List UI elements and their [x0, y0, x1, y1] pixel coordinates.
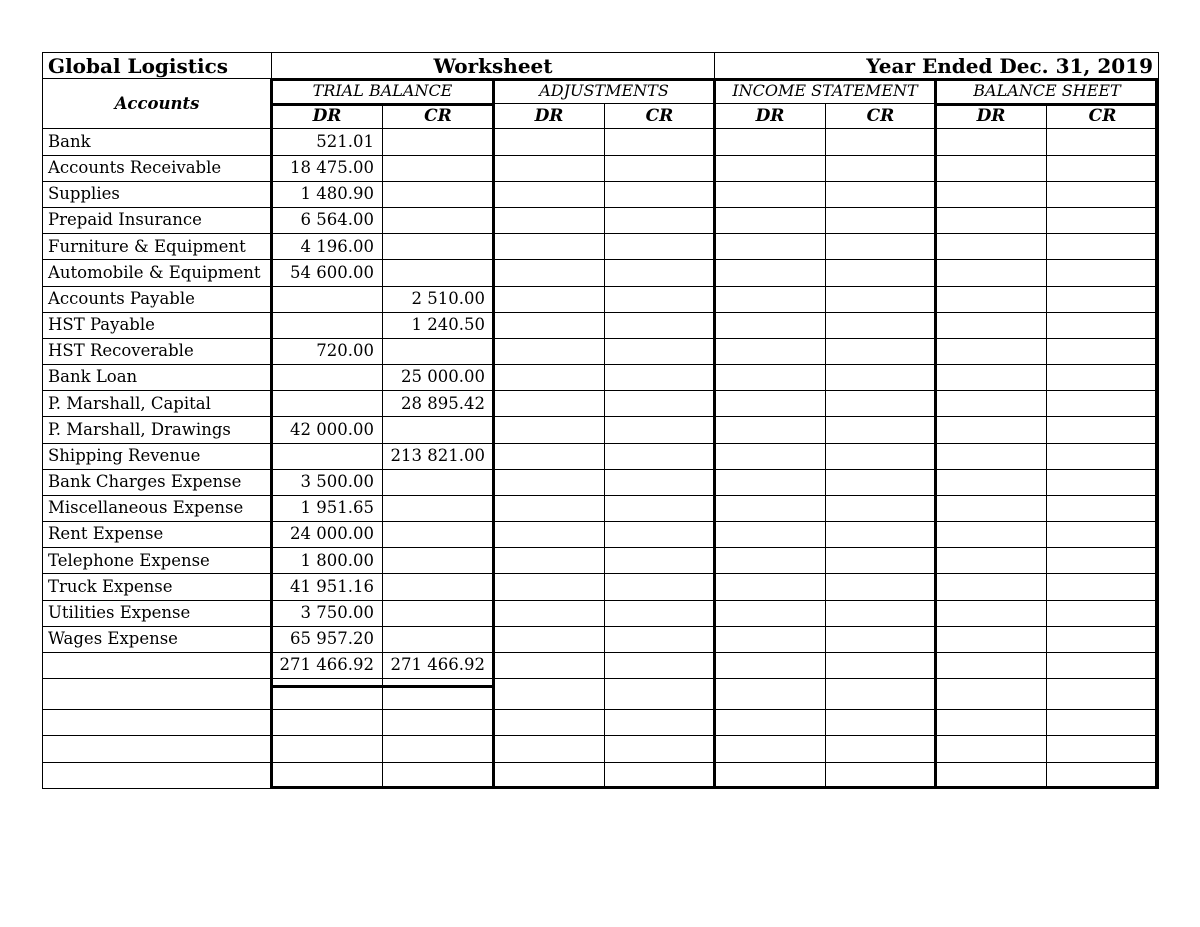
- is-dr-cell: [715, 155, 826, 181]
- table-row: [43, 312, 1159, 338]
- trial-balance-cr-cell: [383, 417, 494, 443]
- adj-dr-cell: [494, 312, 605, 338]
- blank-amount-cell: [1047, 762, 1159, 788]
- adj-cr-cell: [605, 365, 715, 391]
- bs-cr-cell: [1047, 155, 1159, 181]
- table-row: [43, 234, 1159, 260]
- blank-amount-cell: [494, 762, 605, 788]
- trial-balance-cr-cell: [383, 469, 494, 495]
- trial-balance-cr-cell: [383, 495, 494, 521]
- blank-amount-cell: [494, 710, 605, 736]
- trial-balance-dr-cell: [272, 443, 383, 469]
- trial-balance-dr-cell: 65 957.20: [272, 626, 383, 652]
- bs-dr-cell: [936, 181, 1047, 207]
- blank-amount-cell: [715, 679, 826, 710]
- trial-balance-dr-cell: [272, 286, 383, 312]
- account-name: Prepaid Insurance: [43, 208, 272, 234]
- period-label: Year Ended Dec. 31, 2019: [715, 53, 1159, 79]
- bs-dr-cell: [936, 495, 1047, 521]
- adj-cr-cell: [605, 417, 715, 443]
- accounts-column-header: Accounts: [43, 79, 272, 129]
- adj-dr-cell: [494, 417, 605, 443]
- is-dr-cell: [715, 574, 826, 600]
- bs-dr-cell: [936, 312, 1047, 338]
- is-cr-cell: [826, 548, 936, 574]
- section-trial-balance: TRIAL BALANCE: [272, 79, 494, 104]
- blank-account-cell: [43, 679, 272, 710]
- is-cr-cell: [826, 574, 936, 600]
- is-cr-cell: [826, 312, 936, 338]
- trial-balance-dr-cell: [272, 391, 383, 417]
- blank-amount-cell: [383, 736, 494, 762]
- bs-dr-cell: [936, 208, 1047, 234]
- blank-amount-cell: [936, 679, 1047, 710]
- company-name: Global Logistics: [43, 53, 272, 79]
- trial-balance-dr-cell: 42 000.00: [272, 417, 383, 443]
- is-cr-cell: [826, 626, 936, 652]
- trial-balance-dr-cell: 41 951.16: [272, 574, 383, 600]
- is-cr-cell: [826, 181, 936, 207]
- is-dr-cell: [715, 181, 826, 207]
- tb-cr-header: CR: [383, 104, 494, 129]
- is-cr-header: CR: [826, 104, 936, 129]
- is-dr-cell: [715, 417, 826, 443]
- trial-balance-cr-cell: 213 821.00: [383, 443, 494, 469]
- trial-balance-cr-cell: [383, 548, 494, 574]
- blank-amount-cell: [1047, 736, 1159, 762]
- table-row: [43, 495, 1159, 521]
- adj-cr-cell: [605, 626, 715, 652]
- trial-balance-cr-cell: [383, 522, 494, 548]
- adj-dr-cell: [494, 181, 605, 207]
- trial-balance-cr-cell: [383, 234, 494, 260]
- adj-dr-cell: [494, 469, 605, 495]
- adj-cr-cell: [605, 522, 715, 548]
- section-adjustments: ADJUSTMENTS: [494, 79, 715, 104]
- adj-dr-cell: [494, 260, 605, 286]
- blank-row: [43, 710, 1159, 736]
- bs-dr-cell: [936, 469, 1047, 495]
- trial-balance-cr-cell: [383, 626, 494, 652]
- table-row: [43, 338, 1159, 364]
- bs-cr-cell: [1047, 626, 1159, 652]
- is-dr-cell: [715, 652, 826, 678]
- table-row: [43, 443, 1159, 469]
- is-cr-cell: [826, 155, 936, 181]
- bs-cr-cell: [1047, 286, 1159, 312]
- account-name: Bank: [43, 129, 272, 155]
- account-name: HST Recoverable: [43, 338, 272, 364]
- table-row: [43, 522, 1159, 548]
- is-cr-cell: [826, 495, 936, 521]
- is-dr-cell: [715, 443, 826, 469]
- adj-cr-cell: [605, 155, 715, 181]
- blank-amount-cell: [826, 762, 936, 788]
- blank-row: [43, 736, 1159, 762]
- table-row: [43, 574, 1159, 600]
- trial-balance-cr-cell: [383, 181, 494, 207]
- table-row: [43, 600, 1159, 626]
- trial-balance-dr-cell: 24 000.00: [272, 522, 383, 548]
- bs-dr-cell: [936, 155, 1047, 181]
- bs-cr-cell: [1047, 522, 1159, 548]
- trial-balance-cr-cell: [383, 260, 494, 286]
- trial-balance-cr-cell: 1 240.50: [383, 312, 494, 338]
- adj-cr-cell: [605, 574, 715, 600]
- trial-balance-dr-cell: 1 951.65: [272, 495, 383, 521]
- bs-dr-cell: [936, 417, 1047, 443]
- bs-cr-cell: [1047, 391, 1159, 417]
- is-cr-cell: [826, 208, 936, 234]
- adj-cr-cell: [605, 495, 715, 521]
- trial-balance-dr-cell: 18 475.00: [272, 155, 383, 181]
- bs-dr-cell: [936, 443, 1047, 469]
- is-cr-cell: [826, 365, 936, 391]
- adj-cr-header: CR: [605, 104, 715, 129]
- account-name: HST Payable: [43, 312, 272, 338]
- adj-cr-cell: [605, 443, 715, 469]
- bs-cr-cell: [1047, 417, 1159, 443]
- bs-dr-cell: [936, 548, 1047, 574]
- account-name: Bank Charges Expense: [43, 469, 272, 495]
- table-row: [43, 548, 1159, 574]
- adj-cr-cell: [605, 600, 715, 626]
- blank-amount-cell: [1047, 710, 1159, 736]
- blank-amount-cell: [494, 736, 605, 762]
- trial-balance-dr-cell: 1 480.90: [272, 181, 383, 207]
- account-name: P. Marshall, Drawings: [43, 417, 272, 443]
- adj-cr-cell: [605, 469, 715, 495]
- trial-balance-cr-total: 271 466.92: [383, 652, 494, 678]
- bs-dr-cell: [936, 365, 1047, 391]
- blank-amount-cell: [826, 736, 936, 762]
- tb-dr-header: DR: [272, 104, 383, 129]
- account-name: P. Marshall, Capital: [43, 391, 272, 417]
- bs-cr-cell: [1047, 208, 1159, 234]
- trial-balance-dr-cell: 6 564.00: [272, 208, 383, 234]
- adj-cr-cell: [605, 286, 715, 312]
- worksheet-sheet: [42, 52, 1158, 789]
- trial-balance-cr-cell: [383, 129, 494, 155]
- worksheet-title: Worksheet: [272, 53, 715, 79]
- is-dr-cell: [715, 469, 826, 495]
- trial-balance-dr-cell: 3 500.00: [272, 469, 383, 495]
- blank-account-cell: [43, 736, 272, 762]
- is-cr-cell: [826, 600, 936, 626]
- account-name: Truck Expense: [43, 574, 272, 600]
- section-header-row: [43, 79, 1159, 104]
- is-cr-cell: [826, 260, 936, 286]
- table-row: [43, 286, 1159, 312]
- is-dr-header: DR: [715, 104, 826, 129]
- bs-dr-cell: [936, 522, 1047, 548]
- adj-dr-cell: [494, 365, 605, 391]
- is-dr-cell: [715, 260, 826, 286]
- bs-dr-cell: [936, 234, 1047, 260]
- is-cr-cell: [826, 286, 936, 312]
- blank-amount-cell: [605, 762, 715, 788]
- bs-dr-cell: [936, 260, 1047, 286]
- adj-dr-header: DR: [494, 104, 605, 129]
- worksheet-table: [42, 52, 1159, 789]
- adj-cr-cell: [605, 312, 715, 338]
- blank-amount-cell: [605, 736, 715, 762]
- adj-cr-cell: [605, 652, 715, 678]
- adj-dr-cell: [494, 155, 605, 181]
- is-cr-cell: [826, 338, 936, 364]
- is-cr-cell: [826, 652, 936, 678]
- account-name: Utilities Expense: [43, 600, 272, 626]
- is-dr-cell: [715, 338, 826, 364]
- blank-amount-cell: [383, 679, 494, 710]
- bs-dr-header: DR: [936, 104, 1047, 129]
- bs-cr-cell: [1047, 129, 1159, 155]
- account-name: Telephone Expense: [43, 548, 272, 574]
- account-name: Supplies: [43, 181, 272, 207]
- blank-amount-cell: [826, 710, 936, 736]
- blank-amount-cell: [272, 710, 383, 736]
- trial-balance-cr-cell: [383, 155, 494, 181]
- table-row: [43, 391, 1159, 417]
- trial-balance-cr-cell: [383, 574, 494, 600]
- trial-balance-dr-cell: 3 750.00: [272, 600, 383, 626]
- bs-cr-cell: [1047, 495, 1159, 521]
- adj-dr-cell: [494, 234, 605, 260]
- bs-dr-cell: [936, 574, 1047, 600]
- adj-dr-cell: [494, 600, 605, 626]
- trial-balance-cr-cell: 2 510.00: [383, 286, 494, 312]
- blank-amount-cell: [383, 762, 494, 788]
- bs-dr-cell: [936, 338, 1047, 364]
- adj-cr-cell: [605, 391, 715, 417]
- trial-balance-dr-cell: 54 600.00: [272, 260, 383, 286]
- blank-amount-cell: [715, 762, 826, 788]
- is-cr-cell: [826, 129, 936, 155]
- adj-dr-cell: [494, 286, 605, 312]
- adj-dr-cell: [494, 574, 605, 600]
- bs-cr-cell: [1047, 600, 1159, 626]
- table-row: [43, 365, 1159, 391]
- trial-balance-cr-cell: [383, 600, 494, 626]
- blank-amount-cell: [383, 710, 494, 736]
- bs-dr-cell: [936, 129, 1047, 155]
- adj-dr-cell: [494, 522, 605, 548]
- trial-balance-cr-cell: 25 000.00: [383, 365, 494, 391]
- blank-amount-cell: [605, 710, 715, 736]
- blank-amount-cell: [605, 679, 715, 710]
- trial-balance-dr-total: 271 466.92: [272, 652, 383, 678]
- section-income-statement: INCOME STATEMENT: [715, 79, 936, 104]
- blank-amount-cell: [272, 762, 383, 788]
- blank-amount-cell: [272, 679, 383, 710]
- table-row: [43, 129, 1159, 155]
- trial-balance-cr-cell: [383, 208, 494, 234]
- table-row: [43, 260, 1159, 286]
- account-name: Miscellaneous Expense: [43, 495, 272, 521]
- adj-dr-cell: [494, 129, 605, 155]
- account-name: Accounts Payable: [43, 286, 272, 312]
- bs-cr-cell: [1047, 338, 1159, 364]
- bs-dr-cell: [936, 286, 1047, 312]
- table-row: [43, 417, 1159, 443]
- bs-cr-cell: [1047, 469, 1159, 495]
- is-dr-cell: [715, 365, 826, 391]
- table-row: [43, 155, 1159, 181]
- bs-cr-cell: [1047, 181, 1159, 207]
- blank-account-cell: [43, 762, 272, 788]
- adj-dr-cell: [494, 548, 605, 574]
- bs-cr-cell: [1047, 443, 1159, 469]
- trial-balance-dr-cell: 1 800.00: [272, 548, 383, 574]
- adj-cr-cell: [605, 181, 715, 207]
- account-name: Wages Expense: [43, 626, 272, 652]
- account-name: Accounts Receivable: [43, 155, 272, 181]
- blank-row: [43, 679, 1159, 710]
- header-row: [43, 53, 1159, 79]
- adj-dr-cell: [494, 495, 605, 521]
- blank-amount-cell: [826, 679, 936, 710]
- blank-amount-cell: [715, 736, 826, 762]
- trial-balance-dr-cell: 521.01: [272, 129, 383, 155]
- blank-amount-cell: [1047, 679, 1159, 710]
- section-balance-sheet: BALANCE SHEET: [936, 79, 1159, 104]
- is-dr-cell: [715, 495, 826, 521]
- is-cr-cell: [826, 443, 936, 469]
- bs-cr-header: CR: [1047, 104, 1159, 129]
- account-name: Shipping Revenue: [43, 443, 272, 469]
- trial-balance-cr-cell: 28 895.42: [383, 391, 494, 417]
- is-dr-cell: [715, 234, 826, 260]
- account-name: Rent Expense: [43, 522, 272, 548]
- table-row: [43, 181, 1159, 207]
- adj-dr-cell: [494, 208, 605, 234]
- bs-dr-cell: [936, 600, 1047, 626]
- totals-row: [43, 652, 1159, 678]
- is-dr-cell: [715, 312, 826, 338]
- is-dr-cell: [715, 286, 826, 312]
- adj-dr-cell: [494, 443, 605, 469]
- blank-account-cell: [43, 710, 272, 736]
- blank-row: [43, 762, 1159, 788]
- account-name: Furniture & Equipment: [43, 234, 272, 260]
- blank-amount-cell: [494, 679, 605, 710]
- adj-cr-cell: [605, 129, 715, 155]
- is-dr-cell: [715, 548, 826, 574]
- is-cr-cell: [826, 391, 936, 417]
- adj-cr-cell: [605, 234, 715, 260]
- bs-cr-cell: [1047, 548, 1159, 574]
- is-dr-cell: [715, 626, 826, 652]
- trial-balance-dr-cell: 720.00: [272, 338, 383, 364]
- adj-cr-cell: [605, 260, 715, 286]
- bs-cr-cell: [1047, 234, 1159, 260]
- table-row: [43, 626, 1159, 652]
- adj-cr-cell: [605, 338, 715, 364]
- is-dr-cell: [715, 208, 826, 234]
- bs-cr-cell: [1047, 365, 1159, 391]
- blank-amount-cell: [715, 710, 826, 736]
- adj-dr-cell: [494, 652, 605, 678]
- adj-dr-cell: [494, 626, 605, 652]
- is-dr-cell: [715, 522, 826, 548]
- adj-cr-cell: [605, 548, 715, 574]
- bs-dr-cell: [936, 391, 1047, 417]
- trial-balance-dr-cell: 4 196.00: [272, 234, 383, 260]
- account-name: Bank Loan: [43, 365, 272, 391]
- trial-balance-dr-cell: [272, 312, 383, 338]
- bs-dr-cell: [936, 626, 1047, 652]
- adj-cr-cell: [605, 208, 715, 234]
- table-row: [43, 469, 1159, 495]
- adj-dr-cell: [494, 338, 605, 364]
- blank-amount-cell: [936, 710, 1047, 736]
- is-dr-cell: [715, 129, 826, 155]
- totals-label-cell: [43, 652, 272, 678]
- blank-amount-cell: [272, 736, 383, 762]
- table-row: [43, 208, 1159, 234]
- is-cr-cell: [826, 417, 936, 443]
- trial-balance-cr-cell: [383, 338, 494, 364]
- bs-dr-cell: [936, 652, 1047, 678]
- blank-amount-cell: [936, 762, 1047, 788]
- bs-cr-cell: [1047, 260, 1159, 286]
- bs-cr-cell: [1047, 312, 1159, 338]
- blank-amount-cell: [936, 736, 1047, 762]
- adj-dr-cell: [494, 391, 605, 417]
- bs-cr-cell: [1047, 652, 1159, 678]
- bs-cr-cell: [1047, 574, 1159, 600]
- is-dr-cell: [715, 600, 826, 626]
- trial-balance-dr-cell: [272, 365, 383, 391]
- is-dr-cell: [715, 391, 826, 417]
- account-name: Automobile & Equipment: [43, 260, 272, 286]
- is-cr-cell: [826, 234, 936, 260]
- is-cr-cell: [826, 469, 936, 495]
- is-cr-cell: [826, 522, 936, 548]
